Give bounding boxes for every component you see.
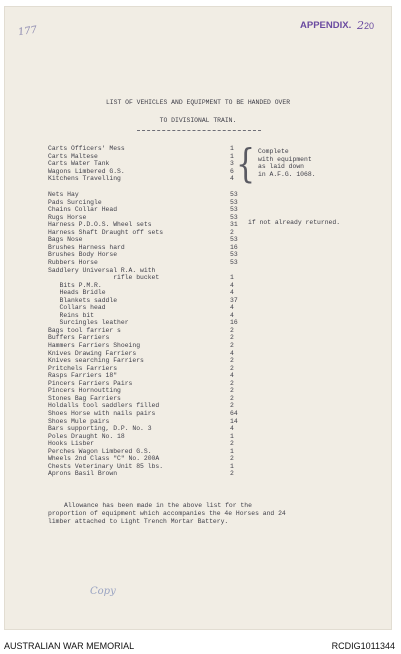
equipment-item-qty: 53 xyxy=(230,236,238,244)
allowance-line: Allowance has been made in the above list for the xyxy=(64,502,252,509)
returned-note: if not already returned. xyxy=(248,219,341,226)
equipment-item-name: Shoes Horse with nails pairs xyxy=(48,409,156,417)
equipment-item-qty: 37 xyxy=(230,296,238,304)
equipment-item-qty: 4 xyxy=(230,281,234,289)
equipment-item-name: Surcingles leather xyxy=(48,319,129,327)
vehicle-brace: { xyxy=(236,142,256,188)
equipment-item-name: Knives Drawing Farriers xyxy=(48,349,137,357)
equipment-item-name: Holdalls tool saddlers filled xyxy=(48,402,160,410)
title-line-1: LIST OF VEHICLES AND EQUIPMENT TO BE HANDED OVER xyxy=(105,99,291,106)
equipment-item-name: Bits P.M.R. xyxy=(48,281,102,289)
equipment-item-qty: 2 xyxy=(230,440,234,448)
vehicle-item-name: Carts Officers' Mess xyxy=(48,145,125,152)
equipment-item-name: Knives searching Farriers xyxy=(48,357,144,365)
equipment-item-qty: 1 xyxy=(230,274,234,282)
equipment-item-name: Hooks Lisber xyxy=(48,440,95,448)
equipment-item-qty: 2 xyxy=(230,387,234,395)
allowance-line: proportion of equipment which accompanies the 4e Horses and 24 xyxy=(48,509,286,517)
equipment-item-name: Bags Nose xyxy=(48,236,83,244)
vehicle-item-qty: 3 xyxy=(230,160,234,168)
archive-footer xyxy=(0,636,401,654)
equipment-item-name: Chains Collar Head xyxy=(48,206,118,214)
vehicle-item-name: Kitchens Travelling xyxy=(48,175,121,183)
footer-institution: AUSTRALIAN WAR MEMORIAL xyxy=(4,641,135,651)
vehicle-item-name: Carts Maltese xyxy=(48,152,98,160)
equipment-item-qty: 1 xyxy=(230,462,234,470)
equipment-item-qty: 16 xyxy=(230,319,238,327)
title-line-2: TO DIVISIONAL TRAIN. xyxy=(159,117,237,124)
equipment-item-name: Aprons Basil Brown xyxy=(48,470,118,478)
equipment-item-qty: 16 xyxy=(230,243,238,251)
equipment-item-name: Reins bit xyxy=(48,311,95,319)
equipment-item-qty: 2 xyxy=(230,326,234,334)
equipment-item-qty: 2 xyxy=(230,342,234,349)
equipment-item-name: Rubbers Horse xyxy=(48,258,98,266)
equipment-item-name: Bags tool farrier s xyxy=(48,326,121,334)
vehicle-item-name: Carts Water Tank xyxy=(48,160,110,168)
equipment-item-name: Poles Draught No. 18 xyxy=(48,432,125,440)
vehicle-note-line: with equipment xyxy=(258,155,312,163)
equipment-item-name: Pincers Hornoutting xyxy=(48,387,121,395)
equipment-item-name: Pritchels Farriers xyxy=(48,364,118,372)
document-page xyxy=(4,6,392,630)
equipment-item-qty: 1 xyxy=(230,432,234,440)
equipment-item-name: Pincers Farriers Pairs xyxy=(48,379,133,387)
vehicle-item-qty: 1 xyxy=(230,152,234,160)
equipment-item-name: Harness Shaft Draught off sets xyxy=(48,228,164,236)
appendix-number-hand: 2 xyxy=(357,19,364,32)
equipment-item-qty: 2 xyxy=(230,379,234,387)
equipment-item-name: Bars supporting, D.P. No. 3 xyxy=(48,425,152,433)
equipment-item-name: Wheels 2nd Class "C" No. 200A xyxy=(48,455,160,463)
vehicle-item-name: Wagons Limbered G.S. xyxy=(48,167,125,175)
equipment-item-name: Rugs Horse xyxy=(48,213,87,221)
equipment-item-name: Brushes Harness hard xyxy=(48,243,125,251)
vehicle-note-line: in A.F.G. 1068. xyxy=(258,170,316,178)
equipment-item-qty: 2 xyxy=(230,455,234,463)
equipment-item-name: Heads Bridle xyxy=(48,289,106,297)
vehicle-note-line: Complete xyxy=(258,148,289,155)
equipment-item-qty: 14 xyxy=(230,417,238,425)
equipment-item-name: Hammers Farriers Shoeing xyxy=(48,342,141,349)
vehicle-item-qty: 1 xyxy=(230,145,234,152)
vehicle-note-line: as laid down xyxy=(258,163,305,171)
equipment-item-qty: 4 xyxy=(230,349,234,357)
equipment-item-name: Pads Surcingle xyxy=(48,198,102,206)
equipment-item-qty: 53 xyxy=(230,198,238,206)
equipment-item-qty: 53 xyxy=(230,251,238,259)
appendix-label: APPENDIX. xyxy=(300,20,352,31)
allowance-line: limber attached to Light Trench Mortar Battery. xyxy=(48,517,229,525)
appendix-number xyxy=(357,19,374,32)
equipment-item-name: Collars head xyxy=(48,304,106,312)
equipment-item-name: Chests Veterinary Unit 85 lbs. xyxy=(48,462,164,470)
equipment-item-name: Brushes Body Horse xyxy=(48,251,118,259)
equipment-item-qty: 2 xyxy=(230,402,234,410)
equipment-item-qty: 4 xyxy=(230,311,234,319)
footer-reference: RCDIG1011344 xyxy=(331,641,395,651)
equipment-item-qty: 1 xyxy=(230,447,234,455)
equipment-item-qty: 4 xyxy=(230,304,234,312)
title-rule xyxy=(137,130,261,131)
equipment-item-qty: 2 xyxy=(230,334,234,342)
equipment-item-qty: 53 xyxy=(230,258,238,266)
equipment-item-name: Stones Bag Farriers xyxy=(48,394,121,402)
folio-number: 177 xyxy=(17,24,38,39)
equipment-item-name: Buffers Farriers xyxy=(48,334,110,342)
vehicle-item-qty: 4 xyxy=(230,175,234,183)
equipment-item-qty: 31 xyxy=(230,221,238,229)
equipment-item-name: Nets Hay xyxy=(48,191,79,198)
equipment-item-qty: 4 xyxy=(230,372,234,380)
equipment-item-name: Rasps Farriers 18" xyxy=(48,372,118,380)
equipment-item-name: Harness P.D.O.S. Wheel sets xyxy=(48,221,152,229)
equipment-item-name: Perches Wagon Limbered G.S. xyxy=(48,447,152,455)
vehicle-item-qty: 6 xyxy=(230,167,234,175)
equipment-item-qty: 2 xyxy=(230,394,234,402)
equipment-item-qty: 2 xyxy=(230,364,234,372)
equipment-item-name: Blankets saddle xyxy=(48,296,118,304)
equipment-item-qty: 53 xyxy=(230,213,238,221)
equipment-item-qty: 4 xyxy=(230,425,234,433)
page-number: 20 xyxy=(364,21,375,31)
equipment-item-name: Saddlery Universal R.A. with xyxy=(48,266,156,274)
equipment-item-qty: 4 xyxy=(230,289,234,297)
equipment-item-qty: 2 xyxy=(230,357,234,365)
equipment-item-qty: 53 xyxy=(230,206,238,214)
handwritten-copy: Copy xyxy=(90,586,116,597)
equipment-item-qty: 2 xyxy=(230,470,234,478)
equipment-item-name: Shoes Mule pairs xyxy=(48,417,110,425)
equipment-item-qty: 64 xyxy=(230,409,238,417)
equipment-item-name: rifle bucket xyxy=(48,274,160,282)
equipment-item-qty: 2 xyxy=(230,228,234,236)
equipment-item-qty: 53 xyxy=(230,191,238,198)
